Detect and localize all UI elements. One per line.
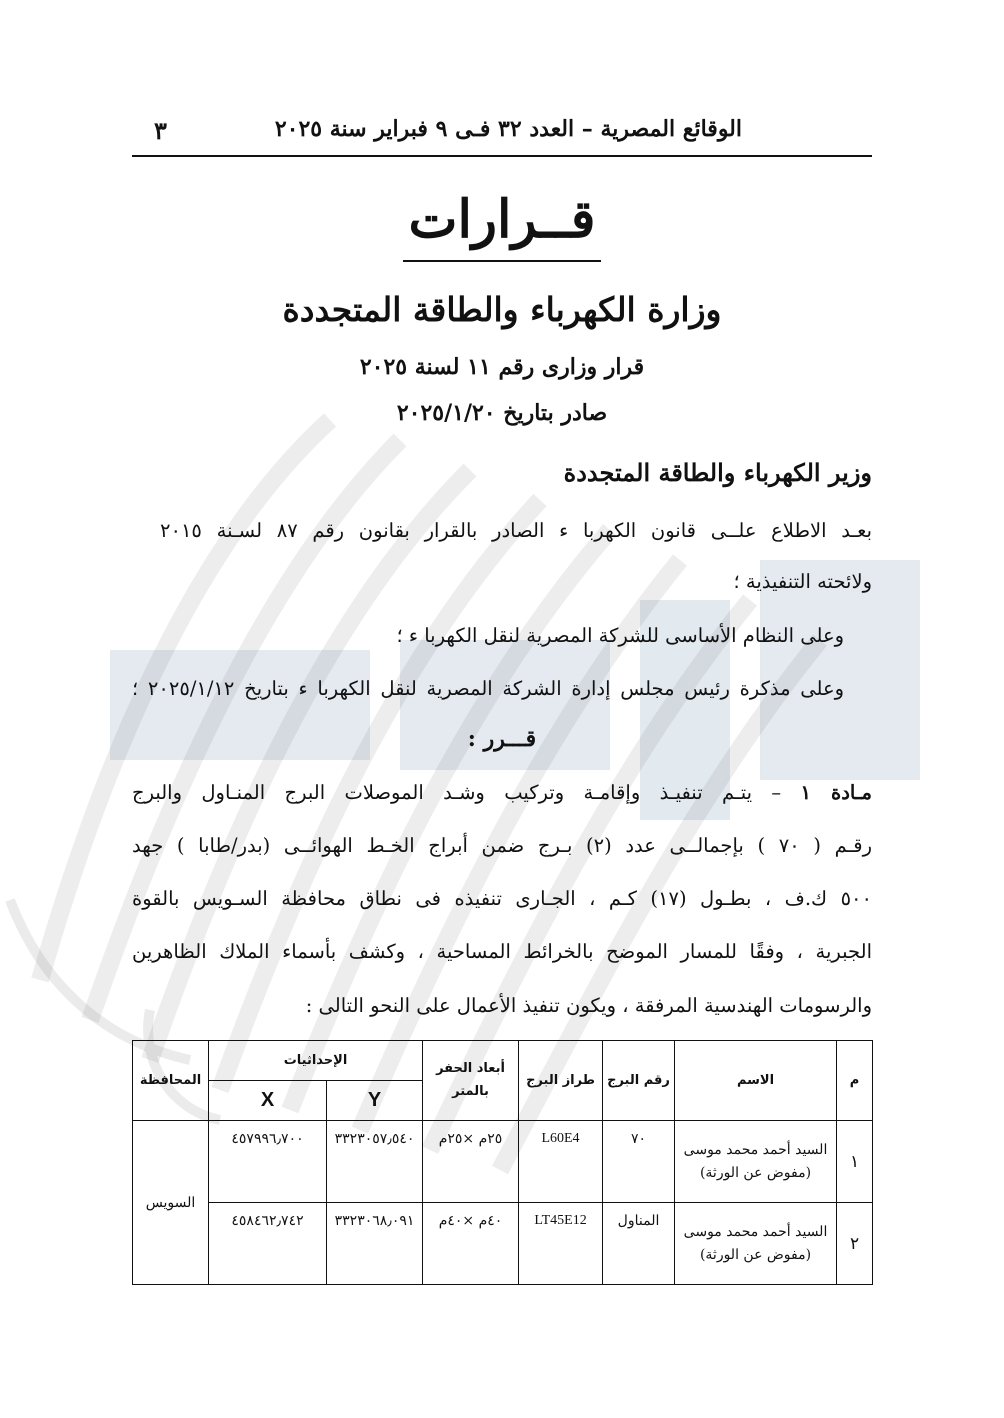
article-1-line-5: والرسومات الهندسية المرفقة ، ويكون تنفيذ الأعمال على النحو التالى : <box>305 994 872 1017</box>
row-tower-number: المناول <box>603 1203 675 1285</box>
table-header-row <box>133 1041 873 1081</box>
row-tower-type: LT45E12 <box>519 1203 603 1285</box>
preamble-line-4: وعلى مذكرة رئيس مجلس إدارة الشركة المصرية لنقل الكهربا ء بتاريخ ٢٠٢٥/١/١٢ ؛ <box>132 677 844 700</box>
header-name: الاسم <box>675 1041 837 1121</box>
row-name <box>675 1203 837 1285</box>
article-1-line-2: رقـم ( ٧٠ ) بإجمالــى عدد (٢) بـرج ضمن أبراج الخـط الهوائــى (بدر/طابا ) جهد <box>132 834 872 857</box>
row-governorate: السويس <box>133 1121 209 1285</box>
article-1-line-3: ٥٠٠ ك.ف ، بطـول (١٧) كـم ، الجـارى تنفيذه فى نطاق محافظة السـويس بالقوة <box>132 887 872 910</box>
preamble-line-1: بعـد الاطلاع علــى قانون الكهربا ء الصادر بالقرار بقانون رقم ٨٧ لسـنة ٢٠١٥ <box>160 519 872 542</box>
row-excavation: ٢٥م ×٢٥م <box>423 1121 519 1203</box>
row-y: ٣٣٢٣٠٥٧٫٥٤٠ <box>327 1121 423 1203</box>
header-tower-number: رقم البرج <box>603 1041 675 1121</box>
decree-number: قرار وزارى رقم ١١ لسنة ٢٠٢٥ <box>359 354 645 380</box>
row-excavation: ٤٠م ×٤٠م <box>423 1203 519 1285</box>
issuer-title: وزير الكهرباء والطاقة المتجددة <box>563 458 872 487</box>
header-tower-type: طراز البرج <box>519 1041 603 1121</box>
decided-heading: قـــرر : <box>467 726 537 752</box>
article-1-label: مـادة ١ <box>800 781 872 804</box>
gazette-page <box>132 0 872 1418</box>
article-1-line-4: الجبرية ، وفقًا للمسار الموضح بالخرائط المساحية ، وكشف بأسماء الملاك الظاهرين <box>132 940 872 963</box>
section-title <box>132 186 872 262</box>
header-governorate: المحافظة <box>133 1041 209 1121</box>
preamble-line-3: وعلى النظام الأساسى للشركة المصرية لنقل الكهربا ء ؛ <box>396 624 844 647</box>
preamble-line-2: ولائحته التنفيذية ؛ <box>733 570 872 593</box>
header-coordinates: الإحداثيات <box>209 1041 423 1081</box>
owner-name: السيد أحمد محمد موسى <box>683 1224 828 1241</box>
header-serial: م <box>837 1041 873 1121</box>
towers-table <box>132 1040 873 1285</box>
owner-note: (مفوض عن الورثة) <box>699 1246 812 1263</box>
owner-name: السيد أحمد محمد موسى <box>683 1142 828 1159</box>
header-y: Y <box>327 1081 423 1121</box>
row-x: ٤٥٨٤٦٢٫٧٤٢ <box>209 1203 327 1285</box>
row-x: ٤٥٧٩٩٦٫٧٠٠ <box>209 1121 327 1203</box>
article-1-text: – يتـم تنفيـذ وإقامـة وتركيب وشـد الموصلات البرج المنـاول والبرج <box>132 781 801 804</box>
ministry-name: وزارة الكهرباء والطاقة المتجددة <box>282 290 722 329</box>
table-row <box>133 1203 873 1285</box>
decree-date: صادر بتاريخ ٢٠٢٥/١/٢٠ <box>396 400 608 426</box>
table-row <box>133 1121 873 1203</box>
row-serial: ١ <box>837 1121 873 1203</box>
row-serial: ٢ <box>837 1203 873 1285</box>
article-1-line-1 <box>132 780 872 805</box>
page-number: ٣ <box>154 116 167 145</box>
owner-note: (مفوض عن الورثة) <box>699 1164 812 1181</box>
running-header-title: الوقائع المصرية – العدد ٣٢ فـى ٩ فبراير سنة ٢٠٢٥ <box>274 116 742 142</box>
header-rule <box>132 155 872 157</box>
row-name <box>675 1121 837 1203</box>
section-title-text: قــرارات <box>403 186 602 262</box>
header-x: X <box>209 1081 327 1121</box>
running-header <box>132 112 872 152</box>
row-tower-type: L60E4 <box>519 1121 603 1203</box>
header-excavation: أبعاد الحفر بالمتر <box>423 1041 519 1121</box>
row-y: ٣٣٢٣٠٦٨٫٠٩١ <box>327 1203 423 1285</box>
row-tower-number: ٧٠ <box>603 1121 675 1203</box>
